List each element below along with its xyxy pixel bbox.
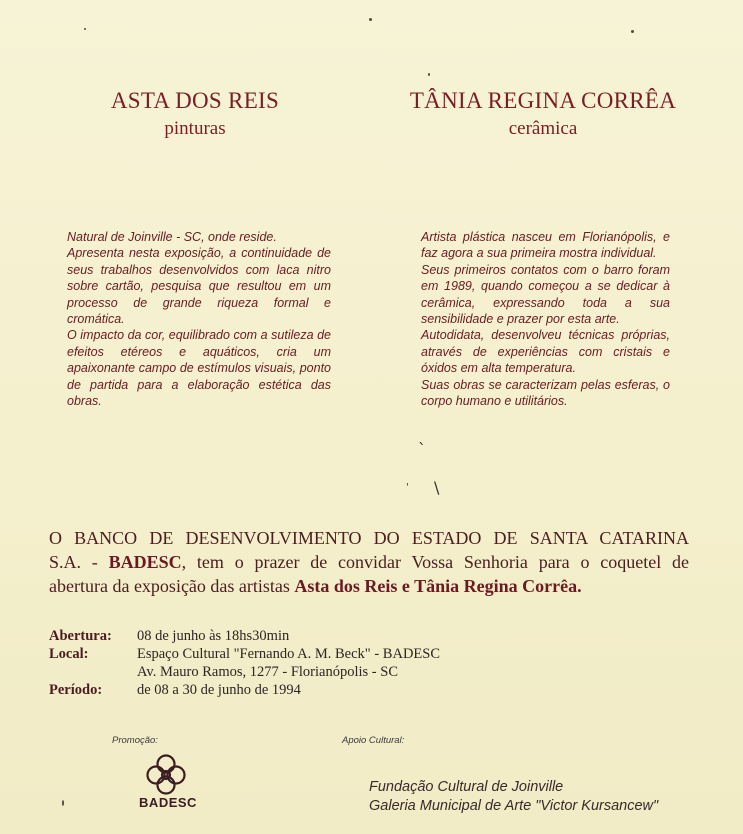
detail-label: Abertura: bbox=[49, 628, 112, 644]
bio-paragraph: Autodidata, desenvolveu técnicas próprias, através de experiências com cristais e óxidos em alta temperatura. bbox=[421, 328, 670, 376]
promo-organization: BADESC bbox=[139, 795, 197, 810]
invitation-line bbox=[49, 574, 689, 598]
stray-mark: ` bbox=[418, 440, 426, 459]
artist-bio-left bbox=[67, 229, 331, 409]
invitation-artists: Asta dos Reis e Tânia Regina Corrêa. bbox=[294, 576, 582, 596]
detail-row-periodo bbox=[49, 681, 440, 699]
bio-paragraph: Apresenta nesta exposição, a continuidade de seus trabalhos desenvolvidos com laca nitro sobre cartão, pesquisa que resultou em um processo de grande riqueza formal e cromática. bbox=[67, 246, 331, 327]
apoio-cultural-organizations bbox=[369, 778, 658, 816]
detail-value: Av. Mauro Ramos, 1277 - Florianópolis - SC bbox=[137, 664, 398, 680]
artist-bio-right bbox=[421, 229, 670, 409]
invitation-org-name: BADESC bbox=[108, 552, 182, 572]
detail-row-abertura bbox=[49, 627, 440, 645]
detail-row-local bbox=[49, 645, 440, 663]
invitation-text-segment: S.A. - bbox=[49, 552, 109, 572]
bio-paragraph: Artista plástica nasceu em Florianópolis, e faz agora a sua primeira mostra individual. bbox=[421, 230, 670, 261]
detail-value: 08 de junho às 18hs30min bbox=[137, 628, 290, 644]
apoio-org-line: Galeria Municipal de Arte "Victor Kursancew" bbox=[369, 798, 659, 814]
detail-label: Período: bbox=[49, 682, 103, 698]
detail-value: Espaço Cultural "Fernando A. M. Beck" - BADESC bbox=[137, 646, 441, 662]
artist-medium-right: cerâmica bbox=[508, 118, 578, 139]
detail-label-empty bbox=[49, 663, 137, 681]
stray-mark: \ bbox=[434, 478, 440, 497]
invitation-line bbox=[49, 550, 689, 574]
invitation-line: O BANCO DE DESENVOLVIMENTO DO ESTADO DE SANTA CATARINA bbox=[49, 528, 689, 548]
detail-row-local-address bbox=[49, 663, 440, 681]
paper-speck bbox=[631, 30, 634, 33]
detail-value: de 08 a 30 de junho de 1994 bbox=[137, 682, 301, 698]
event-details bbox=[49, 627, 440, 699]
invitation-text-segment: , tem o prazer de convidar Vossa Senhoria para o coquetel de bbox=[181, 552, 689, 572]
artist-name-left: ASTA DOS REIS bbox=[110, 88, 280, 113]
apoio-cultural-label: Apoio Cultural: bbox=[342, 735, 405, 746]
apoio-org-line: Fundação Cultural de Joinville bbox=[369, 779, 564, 795]
stray-mark: ' bbox=[406, 482, 409, 493]
bio-paragraph: O impacto da cor, equilibrado com a sutileza de efeitos etéreos e aquáticos, cria um apaixonante campo de estímulos visuais, ponto de partida para a elaboração estética das obras. bbox=[67, 328, 331, 409]
artist-name-right: TÂNIA REGINA CORRÊA bbox=[409, 88, 677, 113]
invitation-text bbox=[49, 526, 689, 598]
bio-paragraph: Natural de Joinville - SC, onde reside. bbox=[67, 230, 277, 244]
paper-speck bbox=[84, 28, 86, 30]
paper-speck bbox=[428, 73, 430, 76]
promocao-label: Promoção: bbox=[112, 735, 158, 746]
artist-medium-left: pinturas bbox=[164, 118, 226, 139]
bio-paragraph: Seus primeiros contatos com o barro foram em 1989, quando começou a se dedicar à cerâmica, expressando toda a sua sensibilidade e prazer por esta arte. bbox=[421, 262, 670, 327]
detail-label: Local: bbox=[49, 646, 89, 662]
paper-speck bbox=[369, 18, 372, 21]
paper-speck bbox=[62, 800, 64, 806]
bio-paragraph: Suas obras se caracterizam pelas esferas, o corpo humano e utilitários. bbox=[421, 377, 670, 409]
invitation-text-segment: abertura da exposição das artistas bbox=[49, 576, 295, 596]
